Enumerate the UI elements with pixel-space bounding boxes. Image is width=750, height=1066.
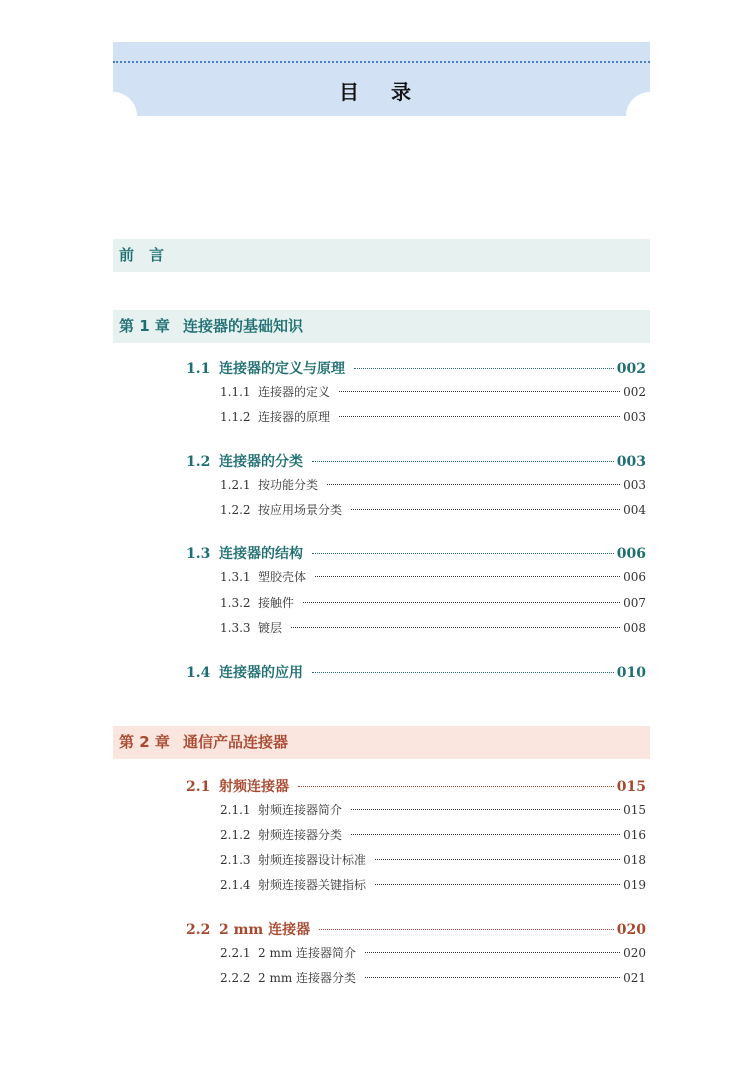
page-number: 008 bbox=[623, 621, 646, 635]
dot-leader bbox=[319, 929, 614, 930]
dot-leader bbox=[351, 834, 620, 835]
toc-section-1-2[interactable] bbox=[186, 451, 646, 471]
entry-number: 2.2.1 bbox=[220, 946, 251, 960]
page-number: 003 bbox=[623, 478, 646, 492]
entry-number: 1.1.1 bbox=[220, 385, 251, 399]
dot-leader bbox=[351, 509, 620, 510]
entry-number: 2.1.1 bbox=[220, 803, 251, 817]
dot-leader bbox=[312, 553, 614, 554]
page-number: 006 bbox=[623, 570, 646, 584]
dot-leader bbox=[375, 884, 620, 885]
dot-leader bbox=[312, 461, 614, 462]
toc-section-2-1[interactable] bbox=[186, 776, 646, 796]
dot-leader bbox=[303, 602, 620, 603]
entry-title: 塑胶壳体 bbox=[258, 570, 307, 584]
page-number: 018 bbox=[623, 853, 646, 867]
section-number: 2.1 bbox=[186, 779, 211, 795]
entry-title: 射频连接器分类 bbox=[258, 828, 343, 842]
chapter-1-number: 第 1 章 bbox=[119, 317, 170, 335]
toc-entry-1-2-1[interactable] bbox=[220, 476, 646, 493]
toc-entry-1-3-2[interactable] bbox=[220, 594, 646, 611]
entry-title: 按应用场景分类 bbox=[258, 503, 343, 517]
page-number: 004 bbox=[623, 503, 646, 517]
section-title: 连接器的应用 bbox=[219, 665, 303, 681]
page-number: 007 bbox=[623, 596, 646, 610]
page-number: 020 bbox=[623, 946, 646, 960]
chapter-2-heading[interactable] bbox=[113, 726, 650, 759]
page-number: 019 bbox=[623, 878, 646, 892]
section-title: 连接器的结构 bbox=[219, 546, 303, 562]
page-number: 006 bbox=[616, 546, 646, 562]
section-number: 1.1 bbox=[186, 361, 211, 377]
dot-leader bbox=[365, 977, 620, 978]
toc-entry-2-1-2[interactable] bbox=[220, 826, 646, 843]
section-title: 2 mm 连接器 bbox=[219, 922, 311, 938]
entry-title: 镀层 bbox=[258, 621, 283, 635]
page-number: 015 bbox=[616, 779, 646, 795]
page-number: 015 bbox=[623, 803, 646, 817]
entry-title: 按功能分类 bbox=[258, 478, 319, 492]
entry-number: 1.3.3 bbox=[220, 621, 251, 635]
page-title: 目录 bbox=[339, 80, 443, 104]
chapter-2-number: 第 2 章 bbox=[119, 733, 170, 751]
toc-section-1-1[interactable] bbox=[186, 358, 646, 378]
chapter-2-title: 通信产品连接器 bbox=[183, 733, 289, 751]
section-title: 连接器的分类 bbox=[219, 454, 303, 470]
page-number: 021 bbox=[623, 971, 646, 985]
toc-section-1-4[interactable] bbox=[186, 662, 646, 682]
toc-entry-2-1-4[interactable] bbox=[220, 876, 646, 893]
toc-entry-1-3-1[interactable] bbox=[220, 568, 646, 585]
entry-number: 1.2.1 bbox=[220, 478, 251, 492]
dot-leader bbox=[298, 786, 614, 787]
entry-number: 1.3.1 bbox=[220, 570, 251, 584]
toc-section-1-3[interactable] bbox=[186, 543, 646, 563]
toc-entry-2-2-1[interactable] bbox=[220, 944, 646, 961]
toc-entry-1-3-3[interactable] bbox=[220, 619, 646, 636]
toc-entry-2-1-3[interactable] bbox=[220, 851, 646, 868]
section-number: 1.4 bbox=[186, 665, 211, 681]
preface-heading[interactable] bbox=[113, 239, 650, 272]
chapter-1-title: 连接器的基础知识 bbox=[183, 317, 304, 335]
entry-number: 1.3.2 bbox=[220, 596, 251, 610]
preface-label: 前 言 bbox=[119, 246, 165, 264]
dot-leader bbox=[312, 672, 614, 673]
entry-number: 2.1.4 bbox=[220, 878, 251, 892]
entry-title: 连接器的定义 bbox=[258, 385, 331, 399]
section-number: 1.3 bbox=[186, 546, 211, 562]
toc-entry-2-2-2[interactable] bbox=[220, 969, 646, 986]
entry-title: 接触件 bbox=[258, 596, 295, 610]
entry-title: 2 mm 连接器简介 bbox=[258, 946, 357, 960]
dot-leader bbox=[339, 391, 620, 392]
entry-title: 射频连接器关键指标 bbox=[258, 878, 367, 892]
section-title: 连接器的定义与原理 bbox=[219, 361, 345, 377]
dot-leader bbox=[351, 809, 620, 810]
dot-leader bbox=[327, 484, 620, 485]
page-number: 010 bbox=[616, 665, 646, 681]
toc-entry-1-1-2[interactable] bbox=[220, 408, 646, 425]
section-number: 1.2 bbox=[186, 454, 211, 470]
dot-leader bbox=[315, 576, 620, 577]
dot-leader bbox=[291, 627, 620, 628]
entry-title: 射频连接器简介 bbox=[258, 803, 343, 817]
entry-title: 射频连接器设计标准 bbox=[258, 853, 367, 867]
title-dotted-rule bbox=[113, 61, 650, 63]
entry-title: 2 mm 连接器分类 bbox=[258, 971, 357, 985]
page-number: 016 bbox=[623, 828, 646, 842]
page-number: 020 bbox=[616, 922, 646, 938]
entry-number: 2.1.2 bbox=[220, 828, 251, 842]
entry-number: 2.2.2 bbox=[220, 971, 251, 985]
section-number: 2.2 bbox=[186, 922, 211, 938]
page-number: 002 bbox=[616, 361, 646, 377]
dot-leader bbox=[339, 416, 620, 417]
dot-leader bbox=[375, 859, 620, 860]
toc-entry-1-1-1[interactable] bbox=[220, 383, 646, 400]
toc-entry-1-2-2[interactable] bbox=[220, 501, 646, 518]
toc-section-2-2[interactable] bbox=[186, 919, 646, 939]
chapter-1-heading[interactable] bbox=[113, 310, 650, 343]
entry-title: 连接器的原理 bbox=[258, 410, 331, 424]
dot-leader bbox=[354, 368, 614, 369]
dot-leader bbox=[365, 952, 620, 953]
page-number: 003 bbox=[616, 454, 646, 470]
entry-number: 1.2.2 bbox=[220, 503, 251, 517]
entry-number: 2.1.3 bbox=[220, 853, 251, 867]
entry-number: 1.1.2 bbox=[220, 410, 251, 424]
page-number: 002 bbox=[623, 385, 646, 399]
section-title: 射频连接器 bbox=[219, 779, 289, 795]
toc-entry-2-1-1[interactable] bbox=[220, 801, 646, 818]
page-number: 003 bbox=[623, 410, 646, 424]
